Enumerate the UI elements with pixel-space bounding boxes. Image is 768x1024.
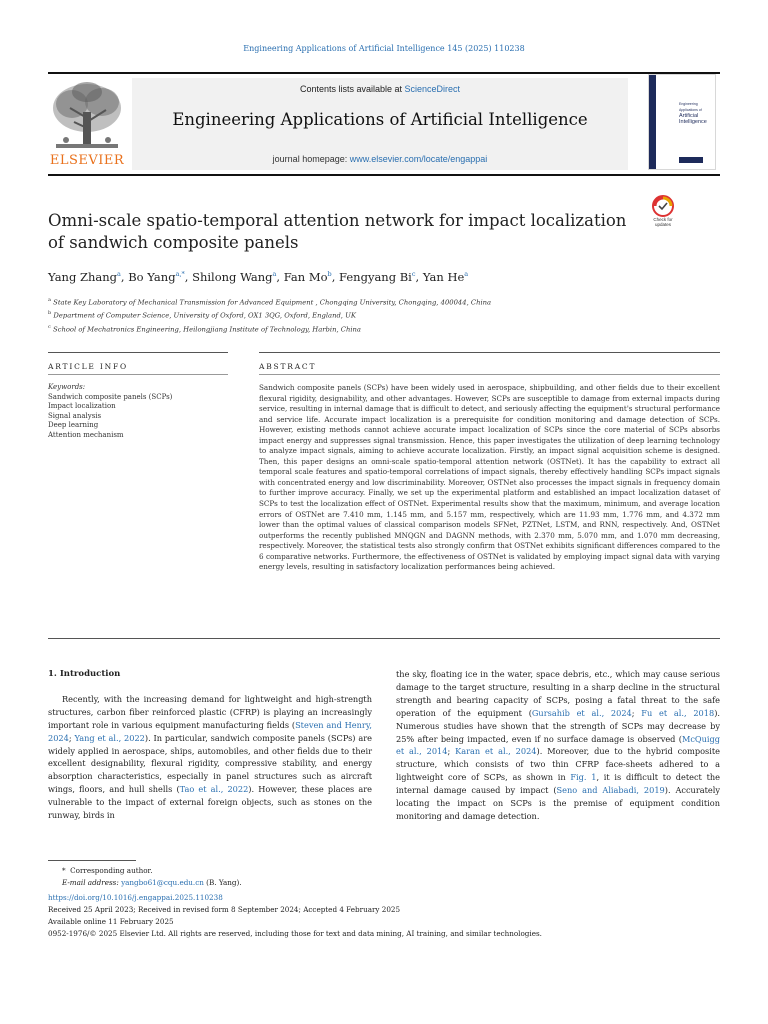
citation-link[interactable]: Steven and Henry, 2024 [48, 719, 372, 743]
author[interactable]: Fan Mo$^b$ [283, 270, 332, 284]
section-heading: 1. Introduction [48, 669, 121, 679]
paragraph: the sky, floating ice in the water, space debris, etc., which may cause serious damage to the target structure, resulting in a sharp decline in the structural strength and bearing capacity of SCPs, posing a fatal threat to the safe operation of the equipment (Gursahib et al., 2024; Fu et al., 2018). Numerous studies have shown that the strength of SCPs may decrease by 25% after being impacted, even if no surface damage is observed (McQuigg et al., 2014; Karan et al., 2024). Moreover, due to the hybrid composite structure, which consists of two thin CFRP face-sheets adhered to a lightweight core of SCPs, as shown in Fig. 1, it is difficult to detect the internal damage caused by impact (Seno and Aliabadi, 2019). Accurately locating the impact on SCPs is the premise of equipment condition monitoring and damage detection. [396, 669, 721, 821]
keyword: Signal analysis [48, 411, 102, 420]
contents-prefix: Contents lists available at [299, 84, 405, 94]
check-for-updates-badge[interactable] [646, 194, 680, 230]
tree-icon [48, 78, 126, 156]
corresponding-note: * Corresponding author. [62, 866, 153, 875]
keyword: Deep learning [48, 421, 99, 429]
abstract-subrule [259, 374, 720, 375]
paragraph: Recently, with the increasing demand for lightweight and high-strength structures, carbon fiber reinforced plastic (CFRP) is playing an increasingly important role in various equipment manufacturing fields (Steven and Henry, 2024; Yang et al., 2022). In particular, sandwich composite panels (SCPs) are widely applied in aerospace, ships, automobiles, and other fields due to their excellent designability, flexural rigidity, compressive stability, and energy absorption characteristics, especially in panel structures such as aircraft wings, floors, and hull shells (Tao et al., 2022). However, these places are vulnerable to the impact of external foreign objects, such as stones on the runway, birds in [48, 693, 372, 821]
journal-banner [132, 78, 628, 170]
journal-cover-thumbnail[interactable] [648, 74, 716, 170]
homepage-prefix: journal homepage: [272, 154, 350, 164]
affiliation-list [48, 295, 708, 335]
email-note: E-mail address: yangbo61@cqu.edu.cn (B. Yang). [62, 878, 242, 887]
body-right-column [396, 668, 720, 823]
abstract-text: Sandwich composite panels (SCPs) have been widely used in aerospace, shipbuilding, and other fields due to their excellent flexural rigidity, designability, and other advantages. However, SCPs are susceptible to damage from external impacts during service, resulting in internal damage that is difficult to detect, and seriously affecting the equipment's structural performance and service life. Accurate impact localization is a prerequisite for condition monitoring and damage detection of SCPs. However, existing methods cannot achieve accurate impact localization of SCPs since the core material of SCPs absorbs impact energy and suppresses signal transmission. Hence, this paper investigates the utilization of deep learning technology to analyze impact signals, aiming to achieve accurate localization. Firstly, an impact signal acquisition scheme is designed. Then, this paper designs an omni-scale spatio-temporal attention network (OSTNet). It has the capability to extract all temporal scale features and spatio-temporal correlations of impact signals, thereby effectively handling SCPs impact signals with concentrated energy and low discriminability. Moreover, OSTNet also processes the impact signals in frequency domain to further improve accuracy. Finally, we set up the experimental platform and established an impact localization dataset of SCPs to test the localization effect of OSTNet. Experimental results show that the maximum, minimum, and average location errors of OSTNet are 7.410 mm, 1.145 mm, and 5.157 mm, respectively, which are 11.93 mm, 1.776 mm, and 4.372 mm lower than the optimal values of classical comparison models SFNet, PZTNet, LSTM, and RNN, respectively. And, OSTNet outperforms the recently published MNQGN and DAGNN methods, with 2.370 mm, 5.070 mm, and 1.070 mm decreasing, respectively. Moreover, the statistical tests also strongly confirm that OSTNet exhibits significant differences compared to the 6 comparative networks. Furthermore, the effectiveness of OSTNet is validated by employing impact signal data with varying energy levels, resulting in satisfactory localization performances being achieved. [259, 383, 720, 572]
keyword: Sandwich composite panels (SCPs) [48, 392, 173, 401]
cover-logo-bar [679, 157, 703, 163]
citation-link[interactable]: Karan et al., 2024 [455, 746, 537, 757]
copyright: 0952-1976/© 2025 Elsevier Ltd. All rights are reserved, including those for text and data mining, AI training, and similar technologies. [48, 929, 542, 938]
footnotes [48, 865, 728, 940]
cover-title [679, 101, 715, 125]
citation-link[interactable]: Gursahib et al., 2024 [531, 707, 632, 718]
author[interactable]: Yang Zhang$^a$ [48, 270, 121, 284]
abstract-heading: ABSTRACT [259, 362, 317, 371]
body-left-column [48, 668, 372, 822]
publisher-wordmark[interactable]: ELSEVIER [49, 153, 125, 168]
available-online: Available online 11 February 2025 [48, 917, 174, 926]
journal-reference-link[interactable]: Engineering Applications of Artificial Intelligence 145 (2025) 110238 [243, 44, 525, 53]
article-info-rule [48, 352, 228, 353]
citation-link[interactable]: Yang et al., 2022 [74, 732, 145, 743]
abstract-rule [259, 352, 720, 353]
author[interactable]: Fengyang Bi$^c$ [339, 270, 416, 284]
contents-line [132, 84, 628, 94]
sciencedirect-link[interactable]: ScienceDirect [404, 84, 461, 94]
affiliation: $^c$ School of Mechatronics Engineering, Heilongjiang Institute of Technology, Harbin, China [48, 323, 361, 333]
keyword: Impact localization [48, 402, 116, 410]
citation-link[interactable]: Seno and Aliabadi, 2019 [556, 785, 665, 796]
author[interactable]: Bo Yang$^{a,*}$ [128, 270, 185, 284]
doi-link[interactable]: https://doi.org/10.1016/j.engappai.2025.110238 [48, 893, 223, 902]
affiliation: $^a$ State Key Laboratory of Mechanical Transmission for Advanced Equipment , Chongqing University, Chongqing, 400044, China [48, 297, 492, 307]
journal-title: Engineering Applications of Artificial Intelligence [172, 110, 588, 129]
citation-link[interactable]: Fu et al., 2018 [641, 707, 715, 718]
citation-link[interactable]: Tao et al., 2022 [179, 784, 249, 795]
keyword: Attention mechanism [48, 430, 124, 439]
author[interactable]: Yan He$^a$ [422, 270, 469, 284]
cover-line: Engineering Applications of [679, 102, 702, 112]
abstract-bottom-rule [48, 638, 720, 639]
homepage-line [132, 154, 628, 164]
cover-line: Intelligence [679, 119, 707, 125]
keywords-block [48, 383, 238, 440]
affiliation: $^b$ Department of Computer Science, University of Oxford, OX1 3QG, Oxford, England, UK [48, 310, 356, 320]
footnote-rule [48, 860, 136, 861]
journal-header [48, 72, 720, 176]
article-title: Omni-scale spatio-temporal attention network for impact localization of sandwich composite panels [48, 211, 627, 252]
cover-band [649, 75, 656, 169]
article-info-heading: ARTICLE INFO [48, 362, 128, 371]
email-link[interactable]: yangbo61@cqu.edu.cn [121, 878, 204, 887]
received-dates: Received 25 April 2023; Received in revised form 8 September 2024; Accepted 4 February 2025 [48, 905, 401, 914]
article-info-subrule [48, 374, 228, 375]
cover-line: Artificial [679, 113, 699, 119]
keywords-label: Keywords: [48, 383, 86, 391]
author[interactable]: Shilong Wang$^a$ [192, 270, 277, 284]
author-list: Yang Zhang$^a$, Bo Yang$^{a,*}$, Shilong Wang$^a$, Fan Mo$^b$, Fengyang Bi$^c$, Yan He$^a$ [48, 270, 469, 284]
figure-link[interactable]: Fig. 1 [570, 772, 597, 783]
homepage-link[interactable]: www.elsevier.com/locate/engappai [349, 154, 488, 164]
citation-link[interactable]: McQuigg et al., 2014 [396, 733, 720, 757]
check-updates-label: Check for updates [653, 217, 673, 227]
